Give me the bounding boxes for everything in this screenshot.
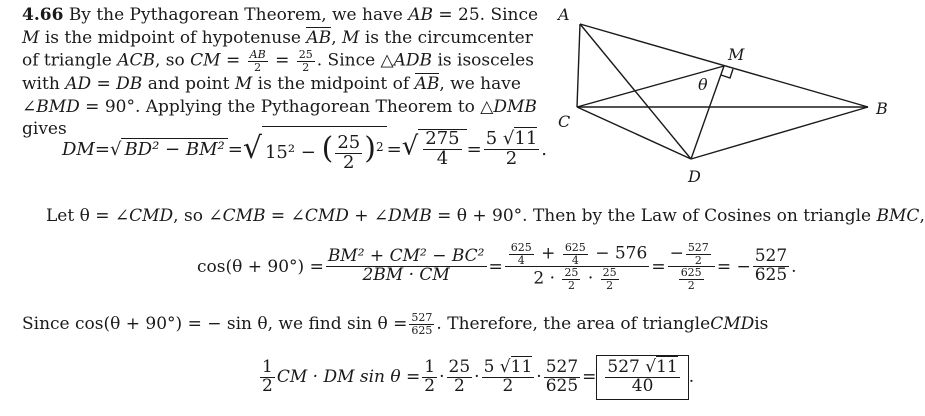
fraction-one-half: $\frac{1}{2}$ <box>262 357 273 396</box>
math: = <box>94 138 110 160</box>
text: . Since △ <box>316 50 394 71</box>
fraction: $\frac{25}{2}$ <box>448 357 471 396</box>
text: = <box>220 50 246 71</box>
paren: ( <box>321 131 334 166</box>
text: is the midpoint of hypotenuse <box>39 27 307 48</box>
sqrt-275-over-4: √ $\frac{275}{4}$ <box>402 129 467 169</box>
label-theta: θ <box>698 75 708 94</box>
fraction-law-of-cosines: $\frac{\text{BM² + CM² − BC²}}{2BM \cdot CM}$ <box>327 246 485 286</box>
label-b: B <box>876 99 888 118</box>
text: , we have ∠ <box>22 74 521 117</box>
label-d: D <box>688 167 701 186</box>
text: BMD <box>36 96 80 117</box>
math: DM <box>62 138 95 160</box>
text: = <box>91 74 117 95</box>
triangle-figure <box>548 2 908 192</box>
fraction-25-over-2: $\frac{25}{2}$ <box>337 131 361 173</box>
final-answer-box: $\frac{527 √11}{40}$ <box>596 355 688 400</box>
math: = <box>466 138 482 160</box>
text: = <box>269 50 295 71</box>
math: . <box>791 256 797 277</box>
segment-cd <box>577 107 691 159</box>
text: is isosceles with <box>22 50 534 95</box>
segment-ad <box>580 24 691 159</box>
text: , <box>331 27 342 48</box>
law-of-cosines-intro: Let θ = ∠CMD, so ∠CMB = ∠CMD + ∠DMB = θ + 90°. Then by the Law of Cosines on triangle BMC, <box>46 206 925 226</box>
math: cos(θ + 90°) = <box>197 256 324 277</box>
text: = 90°. Applying the Pythagorean Theorem to △ <box>79 96 494 117</box>
problem-number: 4.66 <box>22 5 64 25</box>
segment-ab: AB <box>306 27 332 48</box>
fraction-numeric: $\frac{625}{4}$ + $\frac{625}{4}$ − 576 2 · $\frac{25}{2}$ · $\frac{25}{2}$ <box>505 242 650 291</box>
fraction: $\frac{1}{2}$ <box>424 357 436 396</box>
paren: ) <box>364 131 376 166</box>
math: 15² − <box>264 142 322 163</box>
fraction-527-over-625: $\frac{527}{625}$ <box>754 246 788 286</box>
fraction-527-over-625: $\frac{527}{625}$ <box>411 311 433 337</box>
sqrt-bd-bm: √ BD² − BM² <box>110 138 228 160</box>
equation-dm <box>62 126 547 172</box>
math: = − <box>716 256 751 277</box>
fraction-halves: − $\frac{527}{2}$ $\frac{625}{2}$ <box>668 242 715 291</box>
text: gives <box>22 119 67 140</box>
text: M <box>342 27 360 48</box>
segment-ab: AB <box>414 74 440 95</box>
text: is the circumcenter of triangle <box>22 27 533 71</box>
math: · <box>536 367 542 388</box>
fraction: $\frac{5 √11}{2}$ <box>483 357 533 396</box>
text: AB <box>408 5 433 25</box>
text: DMB <box>493 96 537 117</box>
exponent: 2 <box>375 140 384 154</box>
math: = <box>227 138 243 160</box>
fraction-5-sqrt11-over-2: $\frac{5 √11}{2}$ <box>485 127 538 169</box>
text: AD <box>65 74 92 95</box>
math: = <box>582 367 597 388</box>
label-a: A <box>558 5 570 24</box>
text: is the midpoint of <box>252 74 415 95</box>
text: ADB <box>393 50 433 71</box>
fraction: $\frac{527}{625}$ <box>545 357 579 396</box>
text: DB <box>116 74 143 95</box>
text: , so <box>154 50 191 71</box>
math: = <box>488 256 503 277</box>
segment-ca <box>577 24 580 107</box>
equation-cosine <box>197 242 797 291</box>
math: · <box>474 367 480 388</box>
sine-conclusion: Since cos(θ + 90°) = − sin θ, we find sin θ = $\frac{527}{625}$ . Therefore, the area of triangle CMD is <box>22 311 769 337</box>
text: CM <box>190 50 221 71</box>
text: M <box>22 27 40 48</box>
segment-db <box>691 107 868 159</box>
label-c: C <box>558 112 571 131</box>
text: = 25. Since <box>432 5 539 25</box>
text: ACB <box>117 50 155 71</box>
math: CM · DM sin θ = <box>276 367 421 388</box>
math: = <box>651 256 666 277</box>
equation-area <box>258 355 694 400</box>
fraction-25-over-2: $\frac{25}{2}$ <box>298 48 313 74</box>
math: . <box>541 138 548 160</box>
text: By the Pythagorean Theorem, we have <box>68 5 409 25</box>
sqrt-large: √ 15² − ( $\frac{25}{2}$ )$^2$ <box>243 126 387 172</box>
text: and point <box>142 74 235 95</box>
math: . <box>688 367 695 388</box>
fraction-ab-over-2: $\frac{AB}{2}$ <box>249 48 266 74</box>
math: · <box>439 367 445 388</box>
math: = <box>386 138 402 160</box>
text: M <box>234 74 253 95</box>
label-m: M <box>728 45 745 64</box>
solution-intro-paragraph <box>22 4 542 141</box>
